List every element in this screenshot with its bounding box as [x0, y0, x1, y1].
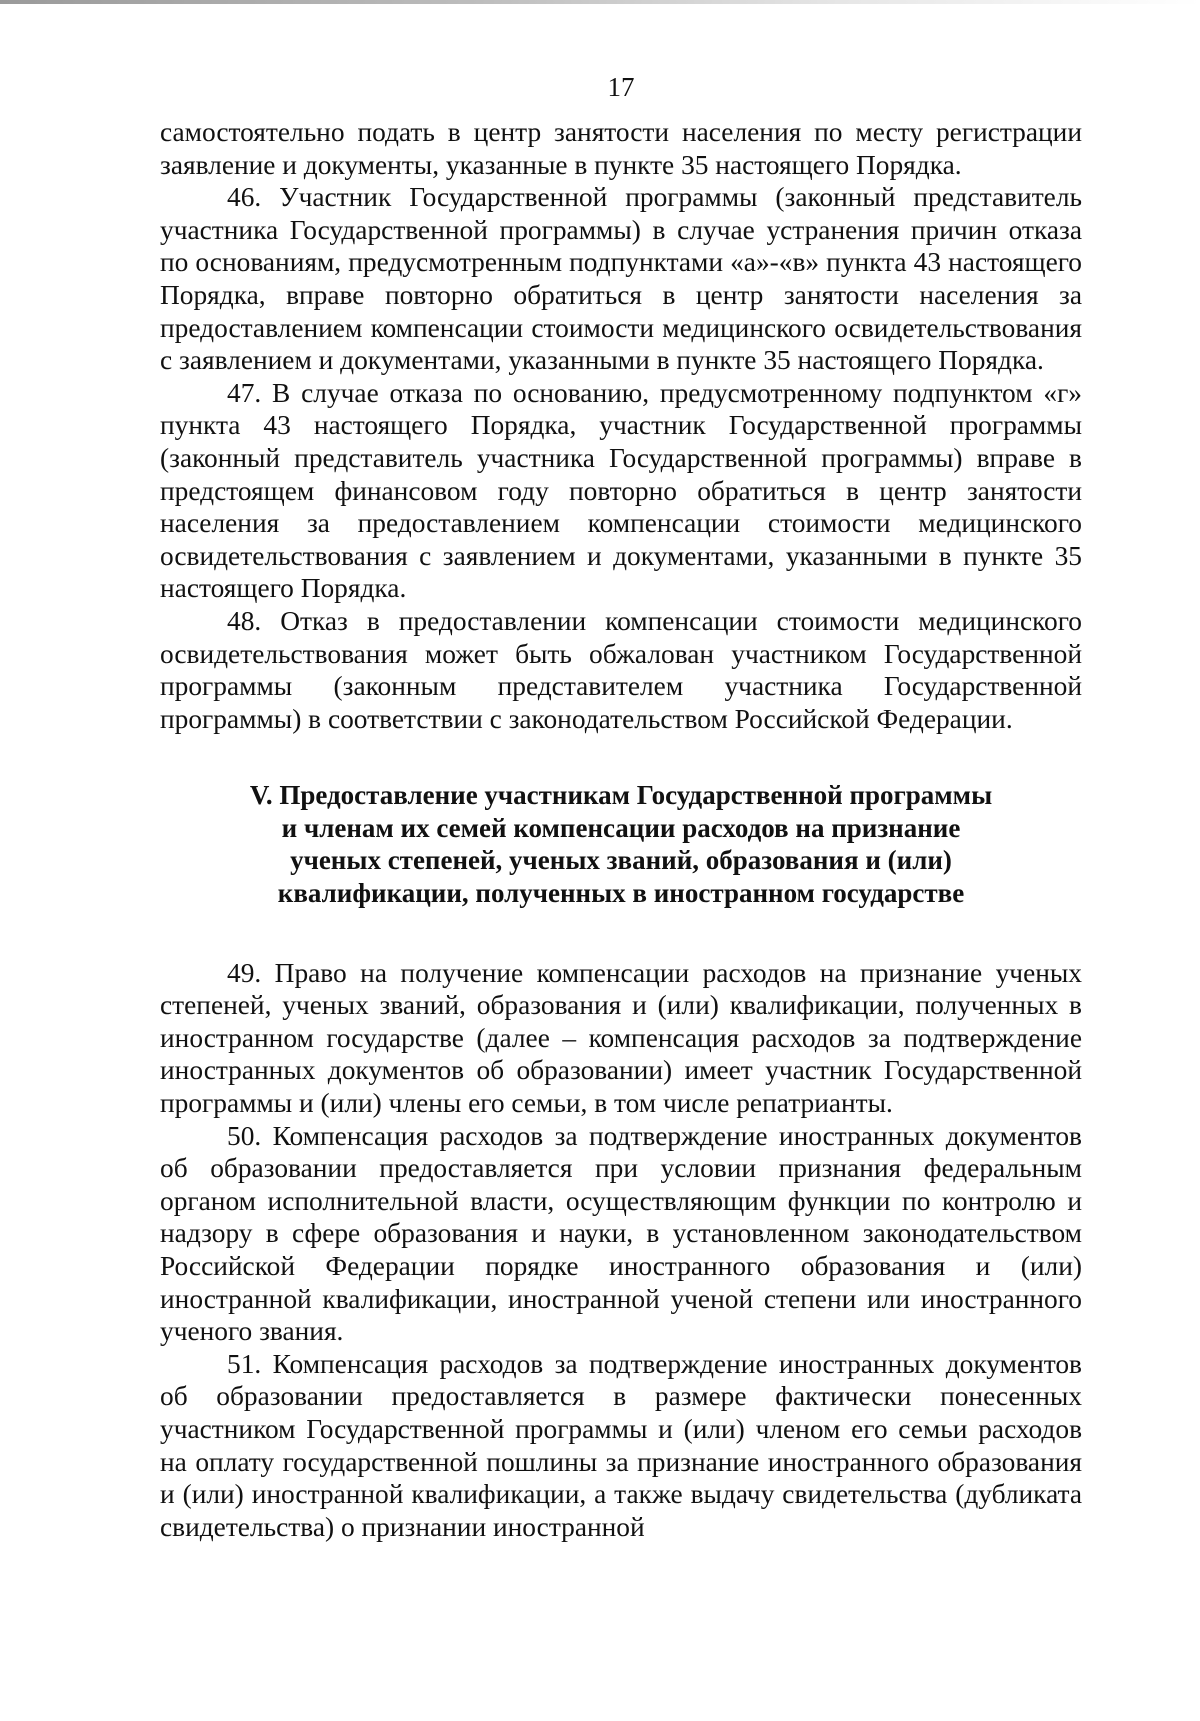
scan-edge [0, 0, 1200, 4]
section-heading-line: ученых степеней, ученых званий, образования и (или) [290, 845, 952, 876]
section-heading-v [160, 735, 1082, 956]
document-body [160, 116, 1082, 1543]
paragraph-45-continuation: самостоятельно подать в центр занятости населения по месту регистрации заявление и документы, указанные в пункте 35 настоящего Порядка. [160, 117, 1082, 180]
paragraph-51: 51. Компенсация расходов за подтверждение иностранных документов об образовании предоставляется в размере фактически понесенных участником Государственной программы и (или) членом его семьи расходов на оплату государственной пошлины за признание иностранного образования и (или) иностранной квалификации, а также выдачу свидетельства (дубликата свидетельства) о признании иностранной [160, 1348, 1082, 1542]
page-number: 17 [607, 72, 635, 102]
paragraph-46: 46. Участник Государственной программы (законный представитель участника Государственной программы) в случае устранения причин отказа по основаниям, предусмотренным подпунктами «а»-«в» пункта 43 настоящего Порядка, вправе повторно обратиться в центр занятости населения за предоставлением компенсации стоимости медицинского освидетельствования с заявлением и документами, указанными в пункте 35 настоящего Порядка. [160, 182, 1082, 376]
section-heading-line: V. Предоставление участникам Государственной программы [249, 780, 993, 811]
section-heading-line: и членам их семей компенсации расходов на признание [281, 812, 961, 843]
paragraph-49: 49. Право на получение компенсации расходов на признание ученых степеней, ученых званий, образования и (или) квалификации, полученных в иностранном государстве (далее – компенсация расходов за подтверждение иностранных документов об образовании) имеет участник Государственной программы и (или) члены его семьи, в том числе репатрианты. [160, 957, 1082, 1119]
paragraph-48: 48. Отказ в предоставлении компенсации стоимости медицинского освидетельствования может быть обжалован участником Государственной программы (законным представителем участника Государственной программы) в соответствии с законодательством Российской Федерации. [160, 605, 1082, 734]
paragraph-47: 47. В случае отказа по основанию, предусмотренному подпунктом «г» пункта 43 настоящего Порядка, участник Государственной программы (законный представитель участника Государственной программы) вправе в предстоящем финансовом году повторно обратиться в центр занятости населения за предоставлением компенсации стоимости медицинского освидетельствования с заявлением и документами, указанными в пункте 35 настоящего Порядка. [160, 377, 1082, 604]
paragraph-50: 50. Компенсация расходов за подтверждение иностранных документов об образовании предоставляется при условии признания федеральным органом исполнительной власти, осуществляющим функции по контролю и надзору в сфере образования и науки, в установленном законодательством Российской Федерации порядке иностранного образования и (или) иностранной квалификации, иностранной ученой степени или иностранного ученого звания. [160, 1120, 1082, 1347]
section-heading-line: квалификации, полученных в иностранном государстве [277, 878, 965, 909]
